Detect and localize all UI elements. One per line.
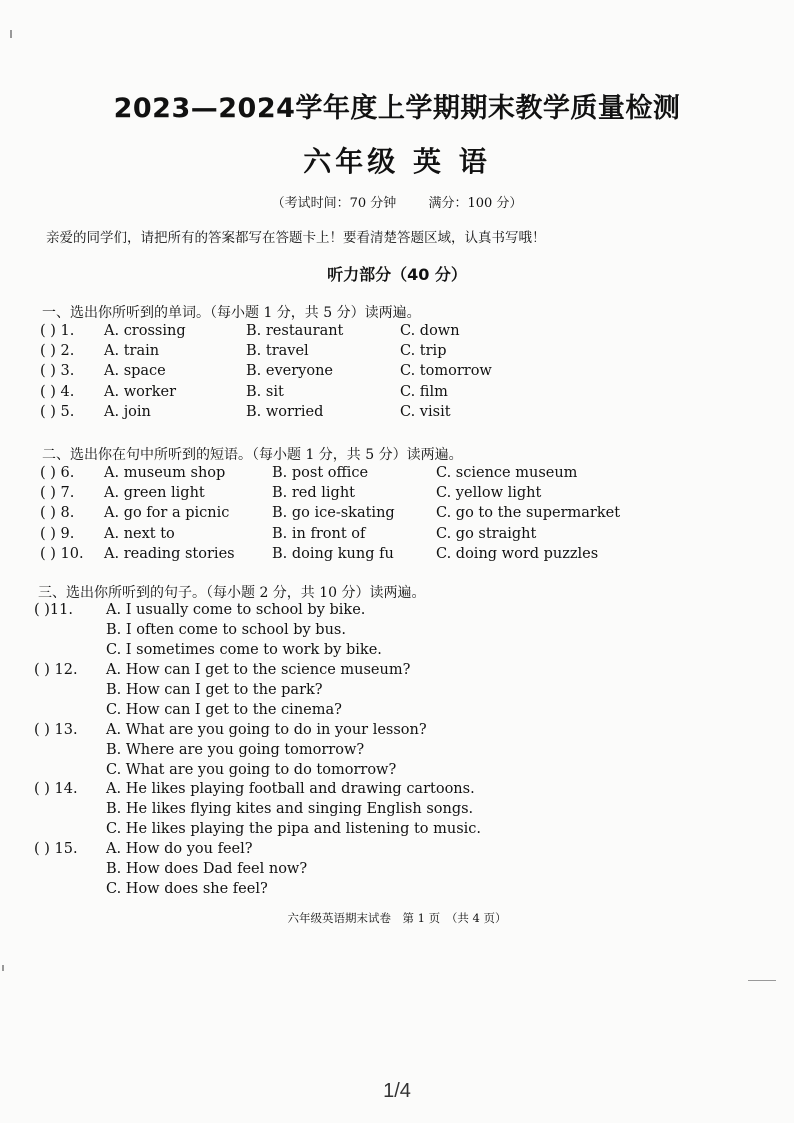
- option-c: C. go straight: [436, 525, 537, 542]
- section1-heading: 一、选出你所听到的单词。（每小题 1 分，共 5 分）读两遍。: [42, 305, 421, 321]
- question-number: ( ) 8.: [40, 505, 75, 522]
- question-row: [0, 485, 794, 505]
- option-b: B. travel: [246, 343, 309, 360]
- scan-mark: [748, 980, 776, 981]
- section3-heading: 三、选出你所听到的句子。（每小题 2 分，共 10 分）读两遍。: [38, 585, 426, 601]
- exam-info: [0, 192, 794, 211]
- question-row: [0, 465, 794, 485]
- question-number: ( ) 10.: [40, 545, 84, 562]
- exam-time: （考试时间：70 分钟: [271, 196, 397, 211]
- option-b: B. everyone: [246, 363, 333, 380]
- exam-subtitle: 六年级 英 语: [303, 145, 491, 178]
- option-b: B. doing kung fu: [272, 545, 394, 562]
- option-b: B. red light: [272, 485, 355, 502]
- option-a: A. How can I get to the science museum?: [106, 661, 411, 678]
- question-number: ( ) 2.: [40, 343, 75, 360]
- option-a: A. join: [104, 403, 151, 420]
- option-c: C. trip: [400, 343, 447, 360]
- option-b: B. sit: [246, 383, 284, 400]
- question-number: ( ) 6.: [40, 465, 75, 481]
- question-row: [0, 363, 794, 383]
- question-number: ( ) 4.: [40, 383, 75, 400]
- option-c: C. He likes playing the pipa and listening to music.: [106, 821, 482, 838]
- option-c: C. I sometimes come to work by bike.: [106, 642, 382, 658]
- option-c: C. science museum: [436, 465, 578, 481]
- question-number: ( ) 3.: [40, 363, 75, 380]
- option-a: A. next to: [104, 525, 175, 542]
- option-c: C. How does she feel?: [106, 881, 268, 898]
- option-a: A. He likes playing football and drawing cartoons.: [106, 781, 475, 798]
- option-b: B. How can I get to the park?: [106, 681, 323, 698]
- full-score: 满分：100 分）: [428, 196, 523, 211]
- question-number: ( ) 9.: [40, 525, 75, 542]
- option-b: B. restaurant: [246, 323, 344, 339]
- exam-title: 2023—2024学年度上学期期末教学质量检测: [113, 93, 681, 124]
- scan-mark: [2, 965, 4, 971]
- option-a: A. green light: [104, 485, 205, 502]
- exam-notice: 亲爱的同学们，请把所有的答案都写在答题卡上！要看清楚答题区域，认真书写哦！: [46, 230, 546, 246]
- question-row: [0, 404, 794, 424]
- option-a: A. train: [104, 343, 160, 360]
- question-number: ( ) 1.: [40, 323, 75, 339]
- option-b: B. How does Dad feel now?: [106, 861, 308, 878]
- option-b: B. in front of: [272, 525, 366, 542]
- question-row: [0, 546, 794, 566]
- option-c: C. How can I get to the cinema?: [106, 701, 342, 718]
- option-a: A. crossing: [104, 323, 186, 339]
- question-number: ( )11.: [34, 602, 73, 618]
- option-c: C. What are you going to do tomorrow?: [106, 761, 397, 778]
- option-a: A. reading stories: [104, 545, 235, 562]
- question-number: ( ) 14.: [34, 781, 78, 798]
- option-c: C. film: [400, 383, 448, 400]
- option-a: A. space: [104, 363, 166, 380]
- option-b: B. go ice-skating: [272, 505, 395, 522]
- option-b: B. Where are you going tomorrow?: [106, 741, 365, 758]
- question-row: [0, 343, 794, 363]
- option-a: A. How do you feel?: [106, 841, 253, 858]
- question-number: ( ) 13.: [34, 721, 78, 738]
- option-a: A. worker: [104, 383, 177, 400]
- option-c: C. down: [400, 323, 460, 339]
- question-number: ( ) 7.: [40, 485, 75, 502]
- listening-part-title: 听力部分（40 分）: [327, 265, 467, 284]
- option-c: C. tomorrow: [400, 363, 492, 380]
- question-number: ( ) 15.: [34, 841, 78, 858]
- option-a: A. What are you going to do in your lesson?: [106, 721, 427, 738]
- page-counter: 1/4: [383, 1080, 411, 1102]
- option-a: A. museum shop: [104, 465, 226, 481]
- option-c: C. yellow light: [436, 485, 542, 502]
- question-row: [0, 526, 794, 546]
- option-b: B. worried: [246, 403, 324, 420]
- option-c: C. go to the supermarket: [436, 505, 621, 522]
- question-row: [0, 505, 794, 525]
- option-a: A. go for a picnic: [104, 505, 230, 522]
- option-b: B. I often come to school by bus.: [106, 622, 346, 638]
- scan-mark: [10, 30, 12, 38]
- option-a: A. I usually come to school by bike.: [106, 602, 366, 618]
- question-row: [0, 384, 794, 404]
- option-b: B. post office: [272, 465, 369, 481]
- question-number: ( ) 12.: [34, 661, 78, 678]
- section2-heading: 二、选出你在句中所听到的短语。（每小题 1 分，共 5 分）读两遍。: [42, 447, 463, 463]
- option-c: C. doing word puzzles: [436, 545, 599, 562]
- option-b: B. He likes flying kites and singing English songs.: [106, 801, 474, 818]
- option-c: C. visit: [400, 403, 451, 420]
- page-footer: 六年级英语期末试卷 第 1 页 （共 4 页）: [287, 911, 507, 925]
- question-row: [0, 323, 794, 343]
- question-number: ( ) 5.: [40, 403, 75, 420]
